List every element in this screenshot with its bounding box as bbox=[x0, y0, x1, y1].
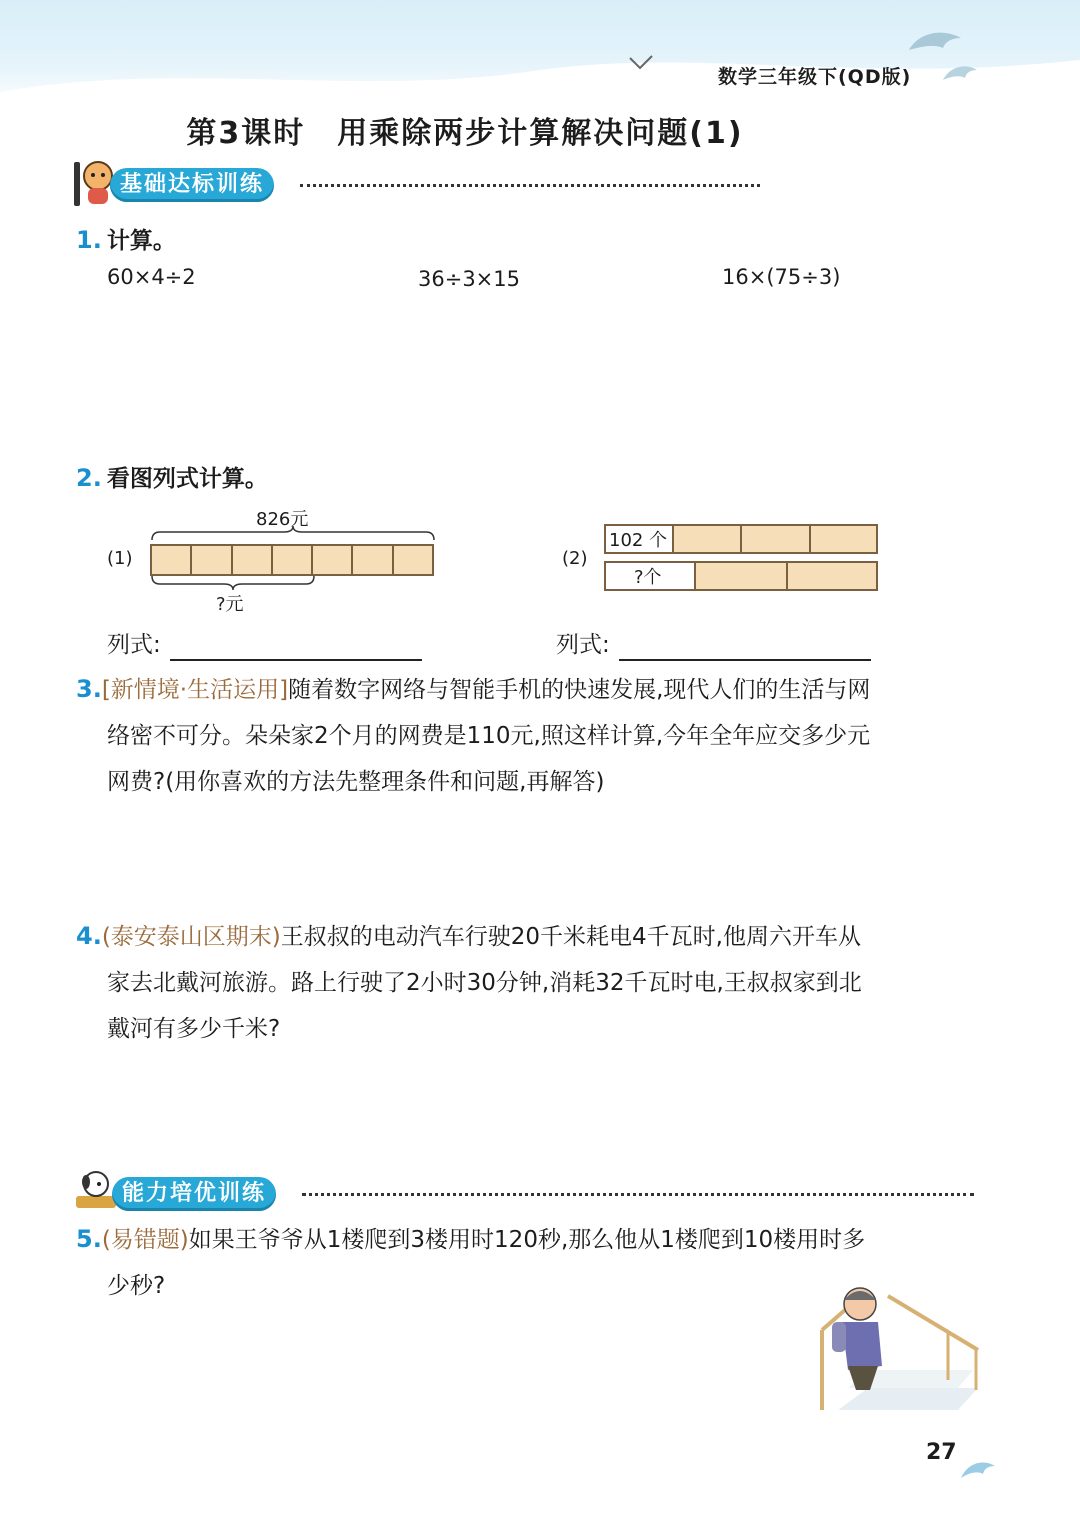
question-text: 计算。 bbox=[106, 228, 176, 254]
question-number: 5. bbox=[76, 1225, 102, 1253]
question-2 bbox=[76, 456, 268, 502]
question-text: 网费?(用你喜欢的方法先整理条件和问题,再解答) bbox=[107, 769, 605, 795]
answer-line bbox=[170, 659, 422, 661]
question-text: 如果王爷爷从1楼爬到3楼用时120秒,那么他从1楼爬到10楼用时多 bbox=[188, 1227, 866, 1253]
segment-bar bbox=[150, 544, 434, 576]
section-divider bbox=[302, 1193, 974, 1196]
bird-icon bbox=[628, 52, 654, 74]
question-1 bbox=[76, 218, 176, 264]
sub-label: (1) bbox=[107, 548, 133, 569]
expression: 36÷3×15 bbox=[418, 267, 520, 291]
answer-line bbox=[619, 659, 871, 661]
expression: 60×4÷2 bbox=[107, 265, 196, 289]
dolphin-icon bbox=[958, 1456, 998, 1486]
bar-label: 102 个 bbox=[609, 530, 668, 551]
question-text: 家去北戴河旅游。路上行驶了2小时30分钟,消耗32千瓦时电,王叔叔家到北 bbox=[107, 970, 862, 996]
question-text: 络密不可分。朵朵家2个月的网费是110元,照这样计算,今年全年应交多少元 bbox=[107, 723, 871, 749]
expression: 16×(75÷3) bbox=[722, 265, 841, 289]
section-basic: 基础达标训练 bbox=[110, 168, 274, 202]
question-number: 3. bbox=[76, 675, 102, 703]
question-text: 戴河有多少千米? bbox=[107, 1016, 281, 1042]
sub-label: (2) bbox=[562, 548, 588, 569]
section-advanced: 能力培优训练 bbox=[112, 1177, 276, 1211]
question-4 bbox=[76, 913, 996, 1052]
question-text: 少秒? bbox=[107, 1273, 166, 1299]
question-number: 2. bbox=[76, 464, 102, 492]
question-tag: (易错题) bbox=[101, 1227, 189, 1253]
segment-bar-bottom bbox=[604, 561, 878, 591]
question-tag: (泰安泰山区期末) bbox=[101, 924, 281, 950]
formula-label: 列式: bbox=[107, 632, 161, 658]
diagram-total-label: 826元 bbox=[256, 509, 309, 530]
question-text: 王叔叔的电动汽车行驶20千米耗电4千瓦时,他周六开车从 bbox=[280, 924, 861, 950]
question-number: 4. bbox=[76, 922, 102, 950]
part-brace bbox=[150, 574, 316, 590]
question-tag: [新情境·生活运用] bbox=[101, 677, 289, 703]
question-text: 随着数字网络与智能手机的快速发展,现代人们的生活与网 bbox=[288, 677, 871, 703]
bar-label: ?个 bbox=[634, 567, 662, 588]
lesson-title: 第3课时 用乘除两步计算解决问题(1) bbox=[186, 116, 744, 151]
dolphin-icon bbox=[905, 24, 965, 58]
page-number: 27 bbox=[926, 1440, 957, 1465]
segment-bar-top bbox=[604, 524, 878, 554]
question-number: 1. bbox=[76, 226, 102, 254]
section-divider bbox=[300, 184, 760, 187]
old-man-stairs-illustration bbox=[808, 1270, 984, 1420]
diagram-part-label: ?元 bbox=[216, 594, 244, 615]
total-brace bbox=[150, 526, 436, 542]
book-label: 数学三年级下(QD版) bbox=[718, 66, 912, 88]
question-3 bbox=[76, 666, 996, 805]
question-text: 看图列式计算。 bbox=[106, 466, 268, 492]
dolphin-icon bbox=[940, 60, 980, 86]
formula-label: 列式: bbox=[556, 632, 610, 658]
